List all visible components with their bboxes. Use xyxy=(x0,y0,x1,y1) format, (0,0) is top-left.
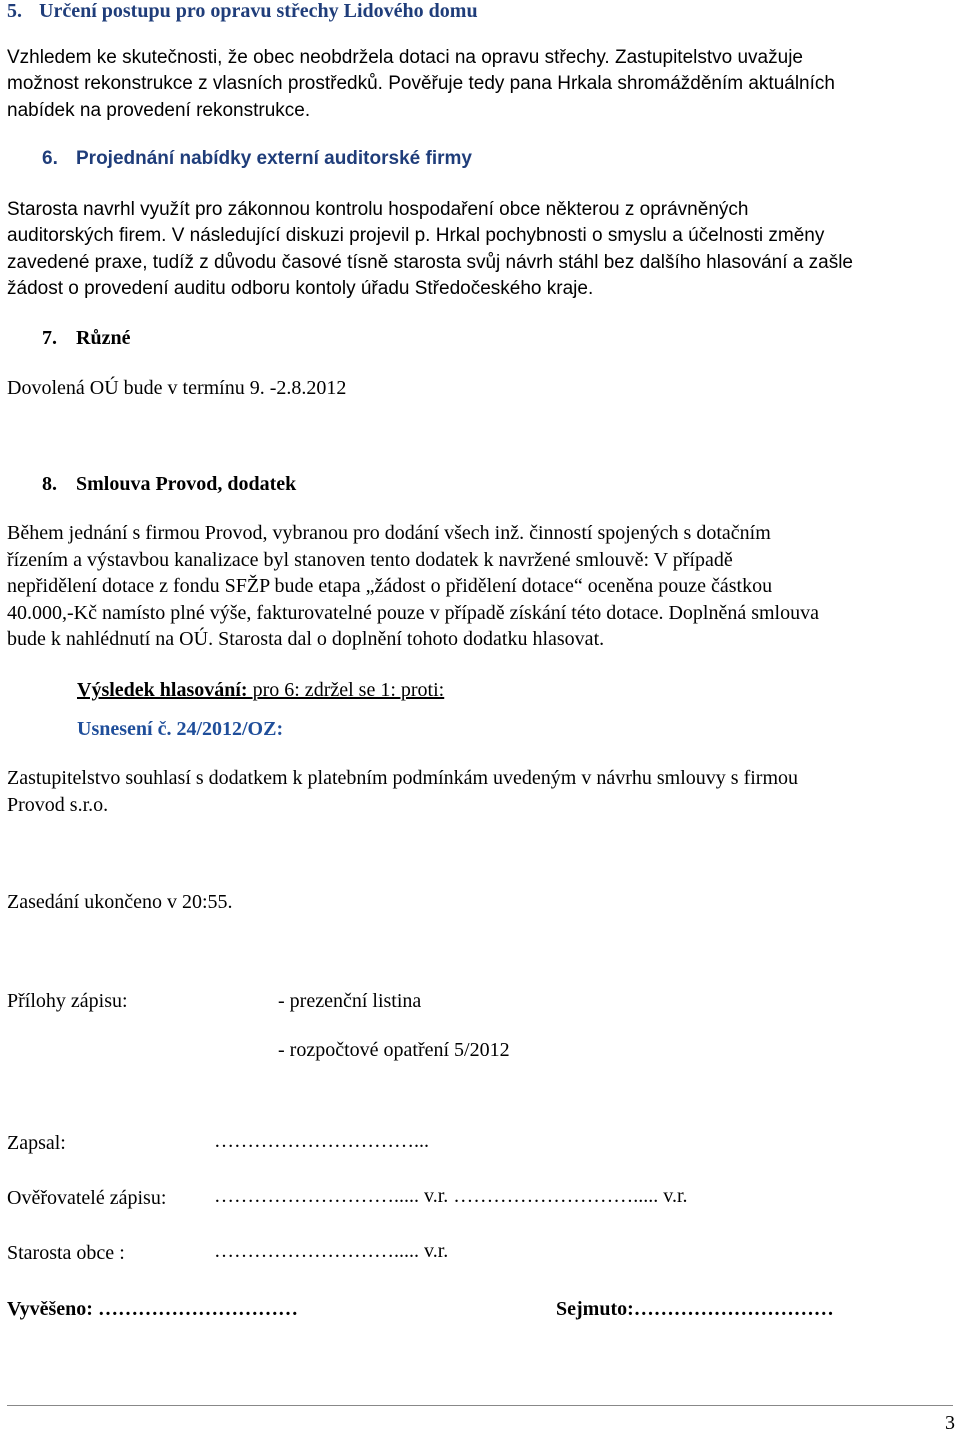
vote-result-label: Výsledek hlasování: xyxy=(77,679,253,701)
footer-divider xyxy=(7,1405,953,1406)
resolution-label: Usnesení č. 24/2012/OZ: xyxy=(77,718,284,740)
section-6-heading xyxy=(42,148,472,170)
closing-statement: Zasedání ukončeno v 20:55. xyxy=(7,891,233,913)
vote-result xyxy=(77,677,444,704)
paragraph-line: auditorských firem. V následující diskuzi projevil p. Hrkal pochybnosti o smyslu a účelnosti změny xyxy=(7,225,825,247)
section-number: 7. xyxy=(42,327,57,349)
paragraph-line: bude k nahlédnutí na OÚ. Starosta dal o doplnění tohoto dodatku hlasovat. xyxy=(7,628,605,650)
verifiers-label: Ověřovatelé zápisu: xyxy=(7,1187,167,1209)
removed xyxy=(556,1296,834,1323)
section-number: 8. xyxy=(42,473,57,495)
posted-label: Vyvěšeno: xyxy=(7,1298,93,1320)
paragraph-line: nepřidělení dotace z fondu SFŽP bude etapa „žádost o přidělení dotace“ oceněna pouze částkou xyxy=(7,575,773,597)
section-6-body xyxy=(7,197,853,302)
vote-result-text: pro 6: zdržel se 1: proti: xyxy=(252,679,445,701)
paragraph-line: žádost o provedení auditu odboru kontoly úřadu Středočeského kraje. xyxy=(7,277,594,299)
verifiers-signature-line: ………………………..... v.r. ………………………..... v.r. xyxy=(214,1185,688,1207)
section-number: 6. xyxy=(42,148,58,169)
paragraph-line: nabídek na provedení rekonstrukce. xyxy=(7,99,311,121)
posted-line: ………………………… xyxy=(97,1298,298,1320)
paragraph-line: Zastupitelstvo souhlasí s dodatkem k platebním podmínkám uvedeným v návrhu smlouvy s firmou xyxy=(7,767,799,789)
section-title: Různé xyxy=(76,327,131,349)
page-number: 3 xyxy=(945,1412,955,1434)
paragraph-line: Provod s.r.o. xyxy=(7,793,109,816)
section-title: Smlouva Provod, dodatek xyxy=(76,473,297,495)
posted xyxy=(7,1296,298,1323)
resolution-body xyxy=(7,765,798,818)
paragraph-line: Během jednání s firmou Provod, vybranou pro dodání všech inž. činností spojených s dotačním xyxy=(7,522,771,544)
paragraph-line: Starosta navrhl využít pro zákonnou kontrolu hospodaření obce některou z oprávněných xyxy=(7,199,749,220)
paragraph-line: zavedené praxe, tudíž z důvodu časové tísně starosta svůj návrh stáhl bez dalšího hlasování a zašle xyxy=(7,251,854,273)
section-5-body xyxy=(7,45,835,124)
section-title: Projednání nabídky externí auditorské firmy xyxy=(76,148,472,169)
section-7-heading xyxy=(42,327,130,350)
section-7-body: Dovolená OÚ bude v termínu 9. -2.8.2012 xyxy=(7,377,347,399)
attachments-label: Přílohy zápisu: xyxy=(7,990,128,1012)
recorded-by-label: Zapsal: xyxy=(7,1132,66,1154)
section-8-body xyxy=(7,520,819,653)
section-5-heading xyxy=(7,0,478,23)
paragraph-line: Vzhledem ke skutečnosti, že obec neobdržela dotaci na opravu střechy. Zastupitelstvo uvažuje xyxy=(7,47,803,68)
section-8-heading xyxy=(42,473,296,496)
paragraph-line: možnost rekonstrukce z vlasních prostředků. Pověřuje tedy pana Hrkala shromážděním aktuálních xyxy=(7,73,835,95)
section-title: Určení postupu pro opravu střechy Lidového domu xyxy=(39,0,478,22)
removed-label: Sejmuto: xyxy=(556,1298,634,1320)
attachment-item: - rozpočtové opatření 5/2012 xyxy=(278,1039,510,1061)
removed-line: ………………………… xyxy=(633,1298,834,1320)
attachment-item: - prezenční listina xyxy=(278,990,422,1012)
mayor-label: Starosta obce : xyxy=(7,1242,125,1264)
recorded-by-signature-line: …………………………... xyxy=(214,1130,429,1152)
paragraph-line: řízením a výstavbou kanalizace byl stanoven tento dodatek k navržené smlouvě: V případě xyxy=(7,548,733,571)
mayor-signature-line: ………………………..... v.r. xyxy=(214,1240,449,1262)
section-number: 5. xyxy=(7,0,22,22)
paragraph-line: 40.000,-Kč namísto plné výše, fakturovatelné pouze v případě získání této dotace. Doplněná smlouva xyxy=(7,601,819,624)
